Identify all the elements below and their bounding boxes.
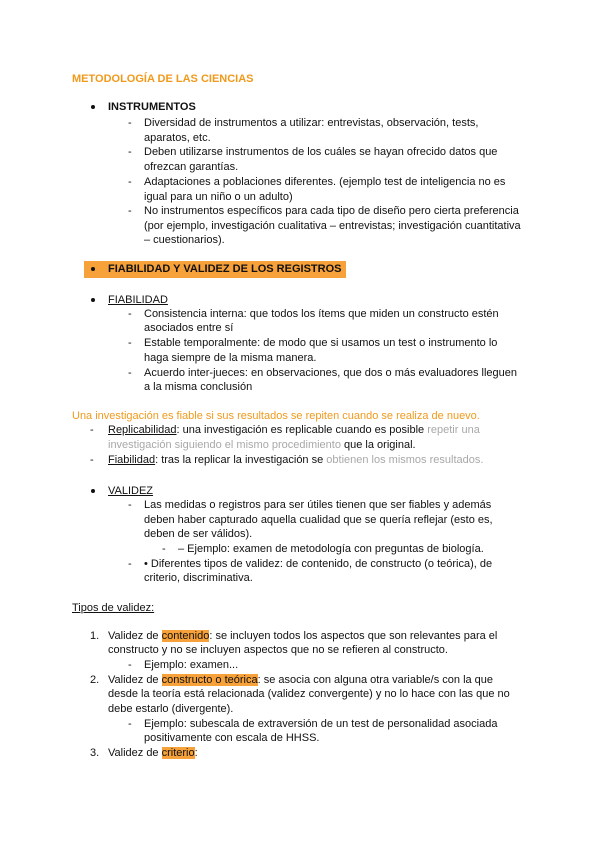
list-item: deben de ser válidos). bbox=[144, 528, 253, 540]
tipo-prefix: Validez de bbox=[108, 747, 162, 759]
instrumentos-heading: INSTRUMENTOS bbox=[108, 101, 196, 113]
tipo-item-criterio bbox=[108, 746, 198, 760]
list-item: (por ejemplo, investigación cualitativa – entrevistas; investigación cuantitativa bbox=[144, 220, 521, 232]
tipo-item-constructo bbox=[108, 673, 493, 687]
fiabilidad-term: Fiabilidad bbox=[108, 454, 156, 466]
tipo-highlight: criterio bbox=[161, 747, 195, 759]
tipo-prefix: Validez de bbox=[108, 674, 162, 686]
fiabilidad-text: : tras la replicar la investigación se bbox=[155, 454, 327, 466]
replicabilidad-line-2 bbox=[108, 438, 416, 452]
investigacion-sentence: Una investigación es fiable si sus resultados se repiten cuando se realiza de nuevo. bbox=[72, 410, 480, 422]
tipo-highlight: constructo o teórica bbox=[161, 674, 258, 686]
tipo-rest: : se asocia con alguna otra variable/s con la que bbox=[257, 674, 494, 686]
list-item: Estable temporalmente: de modo que si usamos un test o instrumento lo bbox=[144, 337, 498, 349]
replicabilidad-line bbox=[108, 423, 480, 437]
bullet-icon bbox=[91, 298, 95, 302]
bullet-icon bbox=[91, 105, 95, 109]
list-item: criterio, discriminativa. bbox=[144, 572, 253, 584]
dash-icon: - bbox=[128, 367, 132, 379]
dash-icon: - bbox=[128, 718, 132, 730]
dash-icon: - bbox=[128, 659, 132, 671]
dash-icon: - bbox=[128, 176, 132, 188]
list-item: haga siempre de la misma manera. bbox=[144, 352, 317, 364]
list-item: constructo y no se incluyen aspectos que no se refieren al constructo. bbox=[108, 644, 448, 656]
list-item: – Ejemplo: examen de metodología con preguntas de biología. bbox=[178, 543, 484, 555]
list-item: aparatos, etc. bbox=[144, 132, 211, 144]
list-item: desde la teoría está relacionada (validez convergente) y no lo hace con las que no bbox=[108, 688, 510, 700]
list-item: Consistencia interna: que todos los ítems que miden un constructo estén bbox=[144, 308, 499, 320]
dash-icon: - bbox=[90, 454, 94, 466]
list-item: a la misma conclusión bbox=[144, 381, 253, 393]
dash-icon: - bbox=[128, 308, 132, 320]
list-item: Ejemplo: subescala de extraversión de un test de personalidad asociada bbox=[144, 718, 498, 730]
list-item: – cuestionarios). bbox=[144, 234, 225, 246]
list-number: 3. bbox=[90, 747, 100, 759]
validez-heading: VALIDEZ bbox=[108, 485, 154, 497]
tipo-prefix: Validez de bbox=[108, 630, 162, 642]
dash-icon: - bbox=[128, 499, 132, 511]
dash-icon: - bbox=[128, 117, 132, 129]
list-item: Diversidad de instrumentos a utilizar: entrevistas, observación, tests, bbox=[144, 117, 479, 129]
dash-icon: - bbox=[128, 337, 132, 349]
replicabilidad-grey: repetir una bbox=[427, 424, 480, 436]
list-item: No instrumentos específicos para cada tipo de diseño pero cierta preferencia bbox=[144, 205, 519, 217]
fiabilidad-validez-heading: FIABILIDAD Y VALIDEZ DE LOS REGISTROS bbox=[108, 263, 342, 275]
list-item: ofrezcan garantías. bbox=[144, 161, 239, 173]
dash-icon: - bbox=[90, 424, 94, 436]
list-item: positivamente con escala de HHSS. bbox=[144, 732, 320, 744]
tipo-highlight: contenido bbox=[161, 630, 210, 642]
dash-icon: - bbox=[162, 543, 166, 555]
fiabilidad-line bbox=[108, 453, 483, 467]
page-title: METODOLOGÍA DE LAS CIENCIAS bbox=[72, 73, 254, 85]
replicabilidad-term: Replicabilidad bbox=[108, 424, 177, 436]
list-item: Adaptaciones a poblaciones diferentes. (ejemplo test de inteligencia no es bbox=[144, 176, 506, 188]
replicabilidad-text: : una investigación es replicable cuando es posible bbox=[176, 424, 428, 436]
list-item: Deben utilizarse instrumentos de los cuáles se hayan ofrecido datos que bbox=[144, 146, 498, 158]
bullet-icon bbox=[91, 489, 95, 493]
tipo-rest: : se incluyen todos los aspectos que son relevantes para el bbox=[209, 630, 498, 642]
list-item: asociados entre sí bbox=[144, 322, 234, 334]
list-item: Las medidas o registros para ser útiles tienen que ser fiables y además bbox=[144, 499, 492, 511]
replicabilidad-grey-2: investigación siguiendo el mismo procedimiento bbox=[108, 439, 341, 451]
bullet-icon bbox=[91, 267, 95, 271]
fiabilidad-grey: obtienen los mismos resultados. bbox=[326, 454, 484, 466]
dash-icon: - bbox=[128, 558, 132, 570]
list-item: debe estarlo (divergente). bbox=[108, 703, 234, 715]
fiabilidad-heading: FIABILIDAD bbox=[108, 294, 168, 306]
list-item: deben haber capturado aquella cualidad que se quería reflejar (esto es, bbox=[144, 514, 493, 526]
list-item: Ejemplo: examen... bbox=[144, 659, 239, 671]
replicabilidad-text-2: que la original. bbox=[340, 439, 416, 451]
tipo-rest: : bbox=[194, 747, 198, 759]
dash-icon: - bbox=[128, 146, 132, 158]
tipos-heading: Tipos de validez: bbox=[72, 602, 155, 614]
list-item: • Diferentes tipos de validez: de contenido, de constructo (o teórica), de bbox=[144, 558, 493, 570]
list-item: Acuerdo inter-jueces: en observaciones, que dos o más evaluadores lleguen bbox=[144, 367, 518, 379]
dash-icon: - bbox=[128, 205, 132, 217]
list-number: 1. bbox=[90, 630, 100, 642]
list-number: 2. bbox=[90, 674, 100, 686]
list-item: igual para un niño o un adulto) bbox=[144, 191, 293, 203]
tipo-item-contenido bbox=[108, 629, 497, 643]
